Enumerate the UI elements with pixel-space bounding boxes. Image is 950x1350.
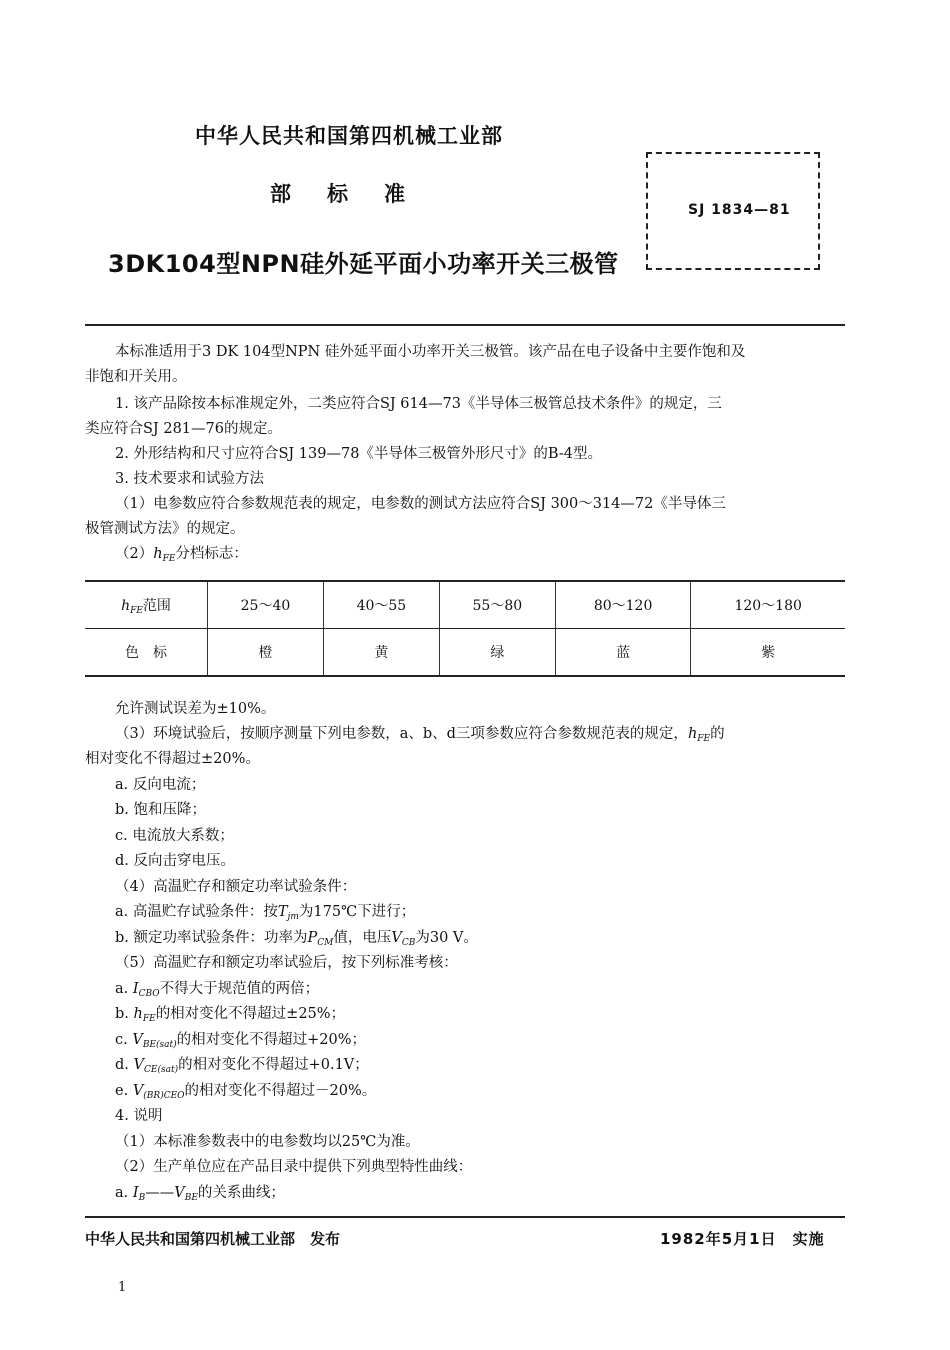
table-cell: 蓝: [555, 629, 691, 677]
item4-2: （2）生产单位应在产品目录中提供下列典型特性曲线：: [115, 1159, 473, 1175]
item3-3-line-2: 相对变化不得超过±20%。: [85, 751, 260, 767]
item4-1: （1）本标准参数表中的电参数均以25℃为准。: [115, 1134, 420, 1150]
tolerance: 允许测试误差为±10%。: [115, 701, 276, 717]
item3-5d: d. $V_{CE(sat)}$的相对变化不得超过+0.1V；: [115, 1057, 369, 1075]
table-cell: 黄: [323, 629, 439, 677]
intro-line-1: 本标准适用于3 DK 104型NPN 硅外延平面小功率开关三极管。该产品在电子设备中主要作饱和及: [115, 344, 746, 360]
intro-line-2: 非饱和开关用。: [85, 369, 187, 385]
table-cell: 120～180: [691, 581, 845, 629]
item2: 2. 外形结构和尺寸应符合SJ 139—78《半导体三极管外形尺寸》的B-4型。: [115, 446, 602, 462]
bottom-divider: [85, 1216, 845, 1218]
item3-1-line-2: 极管测试方法》的规定。: [85, 521, 245, 537]
standard-number: SJ 1834—81: [688, 202, 791, 218]
list-item: b. 饱和压降；: [115, 802, 206, 818]
item4-a: a. $I_B——V_{BE}$的关系曲线；: [115, 1185, 285, 1203]
item3-4b: b. 额定功率试验条件：功率为$P_{CM}$值，电压$V_{CB}$为30 V。: [115, 930, 478, 948]
publisher: 中华人民共和国第四机械工业部 发布: [85, 1230, 341, 1248]
item4: 4. 说明: [115, 1108, 163, 1124]
standard-type: 部标准: [270, 182, 441, 206]
list-item: d. 反向击穿电压。: [115, 853, 235, 869]
table-cell: 紫: [691, 629, 845, 677]
item3-4: （4）高温贮存和额定功率试验条件：: [115, 879, 357, 895]
item3-5e: e. $V_{(BR)CEO}$的相对变化不得超过－20%。: [115, 1083, 377, 1101]
top-divider: [85, 324, 845, 326]
item3-5c: c. $V_{BE(sat)}$的相对变化不得超过+20%；: [115, 1032, 367, 1050]
item3-1-line-1: （1）电参数应符合参数规范表的规定，电参数的测试方法应符合SJ 300～314—72《半导体三: [115, 496, 726, 512]
table-cell: 55～80: [439, 581, 555, 629]
item3: 3. 技术要求和试验方法: [115, 471, 264, 487]
page-number: 1: [118, 1280, 127, 1295]
table-header-cell: 色 标: [85, 629, 208, 677]
item3-3-line-1: （3）环境试验后，按顺序测量下列电参数，a、b、d三项参数应符合参数规范表的规定，$h_{FE}$的: [115, 726, 725, 744]
table-cell: 25～40: [208, 581, 324, 629]
table-row-color: [85, 629, 845, 677]
item3-5a: a. $I_{CBO}$不得大于规范值的两倍；: [115, 981, 320, 999]
item3-2: $(2)h_{FE}$分档标志：: [115, 546, 248, 564]
table-cell: 绿: [439, 629, 555, 677]
table-cell: 80～120: [555, 581, 691, 629]
document-title: 3DK104型NPN硅外延平面小功率开关三极管: [108, 250, 619, 278]
list-item: c. 电流放大系数；: [115, 828, 234, 844]
hfe-grade-table: [85, 580, 845, 677]
table-cell: 40～55: [323, 581, 439, 629]
item1-line-1: 1. 该产品除按本标准规定外，二类应符合SJ 614—73《半导体三极管总技术条件》的规定，三: [115, 396, 722, 412]
table-cell: 橙: [208, 629, 324, 677]
table-row-range: [85, 581, 845, 629]
item3-5: （5）高温贮存和额定功率试验后，按下列标准考核：: [115, 955, 458, 971]
item3-5b: b. $h_{FE}$的相对变化不得超过±25%；: [115, 1006, 346, 1024]
item1-line-2: 类应符合SJ 281—76的规定。: [85, 421, 282, 437]
effective-date: 1982年5月1日 实施: [660, 1230, 825, 1248]
list-item: a. 反向电流；: [115, 777, 206, 793]
ministry-name: 中华人民共和国第四机械工业部: [195, 124, 503, 148]
item3-4a: a. 高温贮存试验条件：按$T_{jm}$为175℃下进行；: [115, 904, 416, 922]
table-header-cell: $h_{FE}$范围: [85, 581, 208, 629]
